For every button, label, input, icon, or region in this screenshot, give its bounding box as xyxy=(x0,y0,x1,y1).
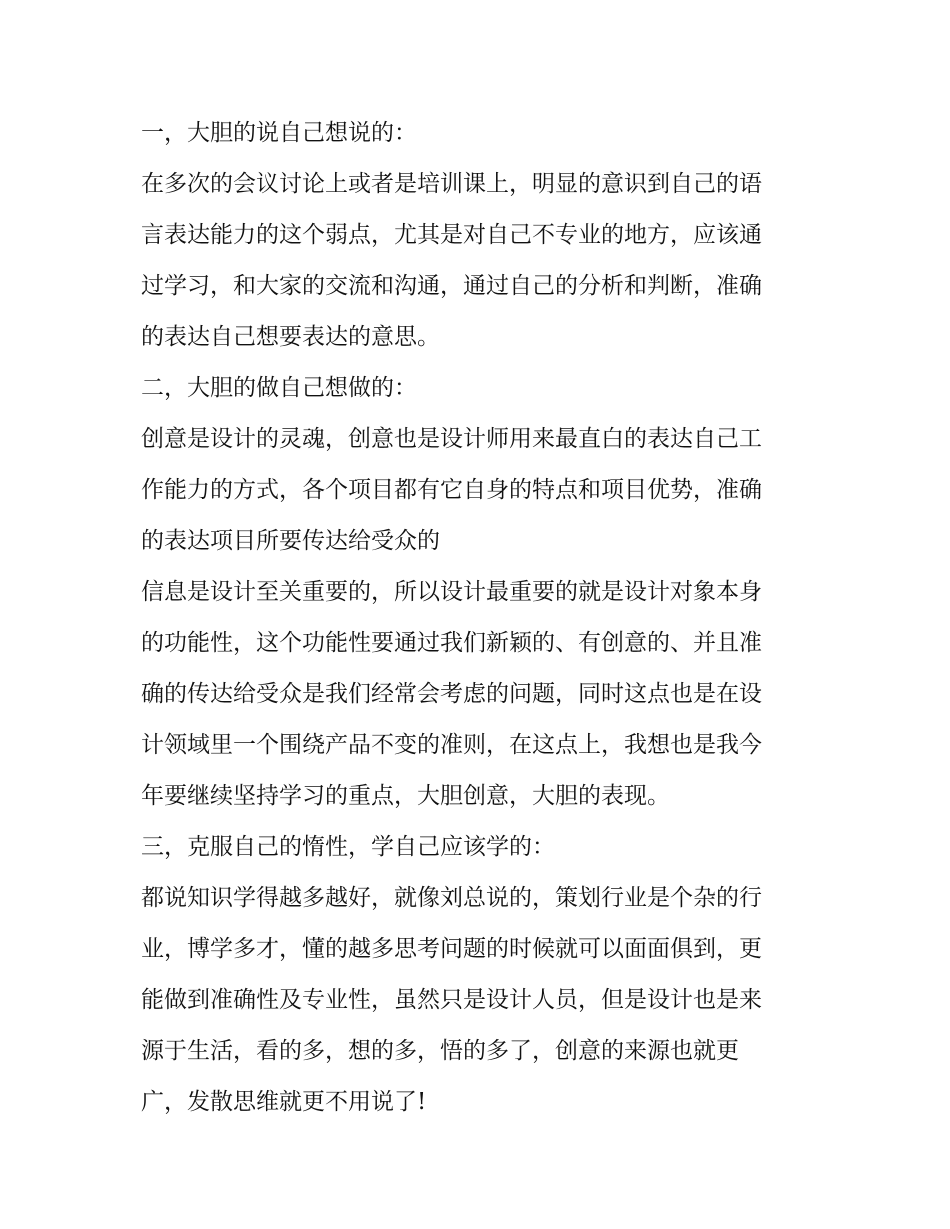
paragraph-line: 言表达能力的这个弱点，尤其是对自己不专业的地方，应该通 xyxy=(141,222,762,248)
document-body xyxy=(141,108,821,1128)
paragraph-line: 能做到准确性及专业性，虽然只是设计人员，但是设计也是来 xyxy=(141,987,762,1013)
paragraph-line: 业，博学多才，懂的越多思考问题的时候就可以面面俱到，更 xyxy=(141,936,762,962)
paragraph-line: 作能力的方式，各个项目都有它自身的特点和项目优势，准确 xyxy=(141,477,762,503)
paragraph-line: 的表达项目所要传达给受众的 xyxy=(141,528,440,554)
paragraph-line: 确的传达给受众是我们经常会考虑的问题，同时这点也是在设 xyxy=(141,681,762,707)
heading-3: 三，克服自己的惰性，学自己应该学的： xyxy=(141,834,555,860)
paragraph-line: 的表达自己想要表达的意思。 xyxy=(141,324,440,350)
paragraph-line: 创意是设计的灵魂，创意也是设计师用来最直白的表达自己工 xyxy=(141,426,762,452)
paragraph-line: 信息是设计至关重要的，所以设计最重要的就是设计对象本身 xyxy=(141,579,762,605)
heading-1: 一，大胆的说自己想说的： xyxy=(141,120,417,146)
heading-2: 二，大胆的做自己想做的： xyxy=(141,375,417,401)
paragraph-line: 计领域里一个围绕产品不变的准则，在这点上，我想也是我今 xyxy=(141,732,762,758)
paragraph-line: 的功能性，这个功能性要通过我们新颖的、有创意的、并且准 xyxy=(141,630,762,656)
paragraph-line: 过学习，和大家的交流和沟通，通过自己的分析和判断，准确 xyxy=(141,273,762,299)
paragraph-line: 广，发散思维就更不用说了! xyxy=(141,1089,427,1115)
paragraph-line: 在多次的会议讨论上或者是培训课上，明显的意识到自己的语 xyxy=(141,171,762,197)
paragraph-line: 源于生活，看的多，想的多，悟的多了，创意的来源也就更 xyxy=(141,1038,739,1064)
paragraph-line: 年要继续坚持学习的重点，大胆创意，大胆的表现。 xyxy=(141,783,670,809)
paragraph-line: 都说知识学得越多越好，就像刘总说的，策划行业是个杂的行 xyxy=(141,885,762,911)
